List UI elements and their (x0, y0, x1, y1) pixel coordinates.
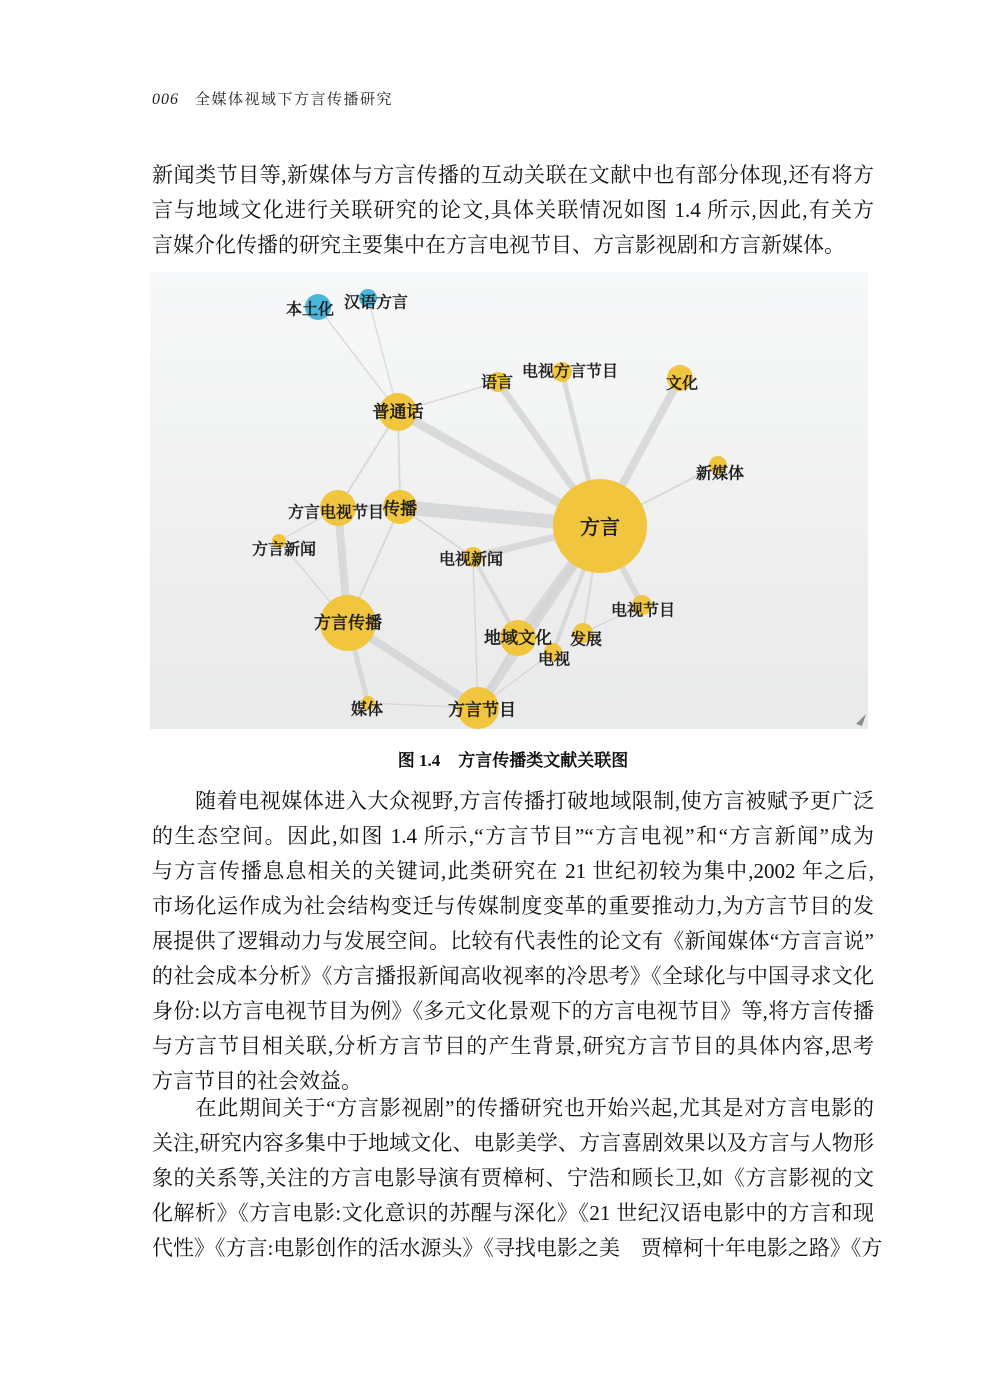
text-line: 新闻类节目等,新媒体与方言传播的互动关联在文献中也有部分体现,还有将方 (152, 163, 874, 187)
text-line: 在此期间关于“方言影视剧”的传播研究也开始兴起,尤其是对方言电影的 (152, 1096, 874, 1120)
node-label-fangyan: 方言 (580, 517, 620, 539)
network-diagram (150, 272, 868, 729)
node-label-fangyanchuanbo: 方言传播 (314, 613, 382, 633)
node-label-fangyanjiemu: 方言节目 (448, 700, 516, 720)
node-label-meiti: 媒体 (350, 701, 384, 719)
text-line: 象的关系等,关注的方言电影导演有贾樟柯、宁浩和顾长卫,如《方言影视的文 (152, 1166, 874, 1190)
text-line: 关注,研究内容多集中于地域文化、电影美学、方言喜剧效果以及方言与人物形 (152, 1131, 874, 1155)
text-line: 代性》《方言:电影创作的活水源头》《寻找电影之美 贾樟柯十年电影之路》《方 (152, 1236, 883, 1260)
node-label-bentuhua: 本土化 (285, 301, 335, 319)
text-line: 的社会成本分析》《方言播报新闻高收视率的冷思考》《全球化与中国寻求文化 (152, 964, 874, 988)
node-label-dianshixinwen: 电视新闻 (438, 551, 504, 569)
figure-caption-label: 图 1.4 (397, 751, 441, 770)
node-label-xinmeiti: 新媒体 (695, 465, 745, 483)
text-line: 与方言传播息息相关的关键词,此类研究在 21 世纪初较为集中,2002 年之后, (152, 859, 874, 883)
node-label-dianshifangyanjiemu: 电视方言节目 (521, 363, 619, 381)
node-label-fangyanxinwen: 方言新闻 (251, 541, 317, 559)
node-label-fangyandianshijiemu: 方言电视节目 (287, 504, 385, 522)
node-label-dianshijiemu: 电视节目 (610, 602, 676, 620)
resize-cursor-icon (856, 714, 866, 726)
node-label-dianshi: 电视 (537, 651, 571, 669)
node-label-putonghua: 普通话 (372, 402, 424, 422)
text-line: 言媒介化传播的研究主要集中在方言电视节目、方言影视剧和方言新媒体。 (152, 233, 845, 257)
node-label-diyuwenhua: 地域文化 (484, 628, 552, 648)
node-label-fazhan: 发展 (569, 631, 603, 649)
text-line: 与方言节目相关联,分析方言节目的产生背景,研究方言节目的具体内容,思考 (152, 1034, 874, 1058)
text-line: 市场化运作成为社会结构变迁与传媒制度变革的重要推动力,为方言节目的发 (152, 894, 874, 918)
paragraph-1 (152, 158, 874, 263)
text-line: 言与地域文化进行关联研究的论文,具体关联情况如图 1.4 所示,因此,有关方 (152, 198, 874, 222)
figure-caption-title: 方言传播类文献关联图 (458, 751, 629, 770)
text-line: 化解析》《方言电影:文化意识的苏醒与深化》《21 世纪汉语电影中的方言和现 (152, 1201, 874, 1225)
text-line: 展提供了逻辑动力与发展空间。比较有代表性的论文有《新闻媒体“方言言说” (152, 929, 874, 953)
figure-1-4 (150, 272, 868, 729)
node-label-hanyufangyan: 汉语方言 (343, 294, 409, 312)
edge-dianshixinwen-fangyanjiemu (473, 557, 478, 708)
paragraph-3 (152, 1091, 883, 1266)
text-line: 方言节目的社会效益。 (152, 1069, 362, 1093)
running-header (152, 88, 874, 109)
page-number: 006 (152, 91, 179, 108)
paragraph-2 (152, 784, 874, 1099)
running-title: 全媒体视域下方言传播研究 (195, 92, 394, 108)
text-line: 随着电视媒体进入大众视野,方言传播打破地域限制,使方言被赋予更广泛 (152, 789, 874, 813)
figure-caption (152, 746, 874, 771)
text-line: 身份:以方言电视节目为例》《多元文化景观下的方言电视节目》等,将方言传播 (152, 999, 874, 1023)
node-label-yuyan: 语言 (480, 374, 514, 392)
edge-bentuhua-putonghua (318, 307, 398, 412)
node-label-chuanbo: 传播 (383, 499, 417, 519)
node-label-wenhua: 文化 (665, 375, 699, 393)
text-line: 的生态空间。因此,如图 1.4 所示,“方言节目”“方言电视”和“方言新闻”成为 (152, 824, 874, 848)
